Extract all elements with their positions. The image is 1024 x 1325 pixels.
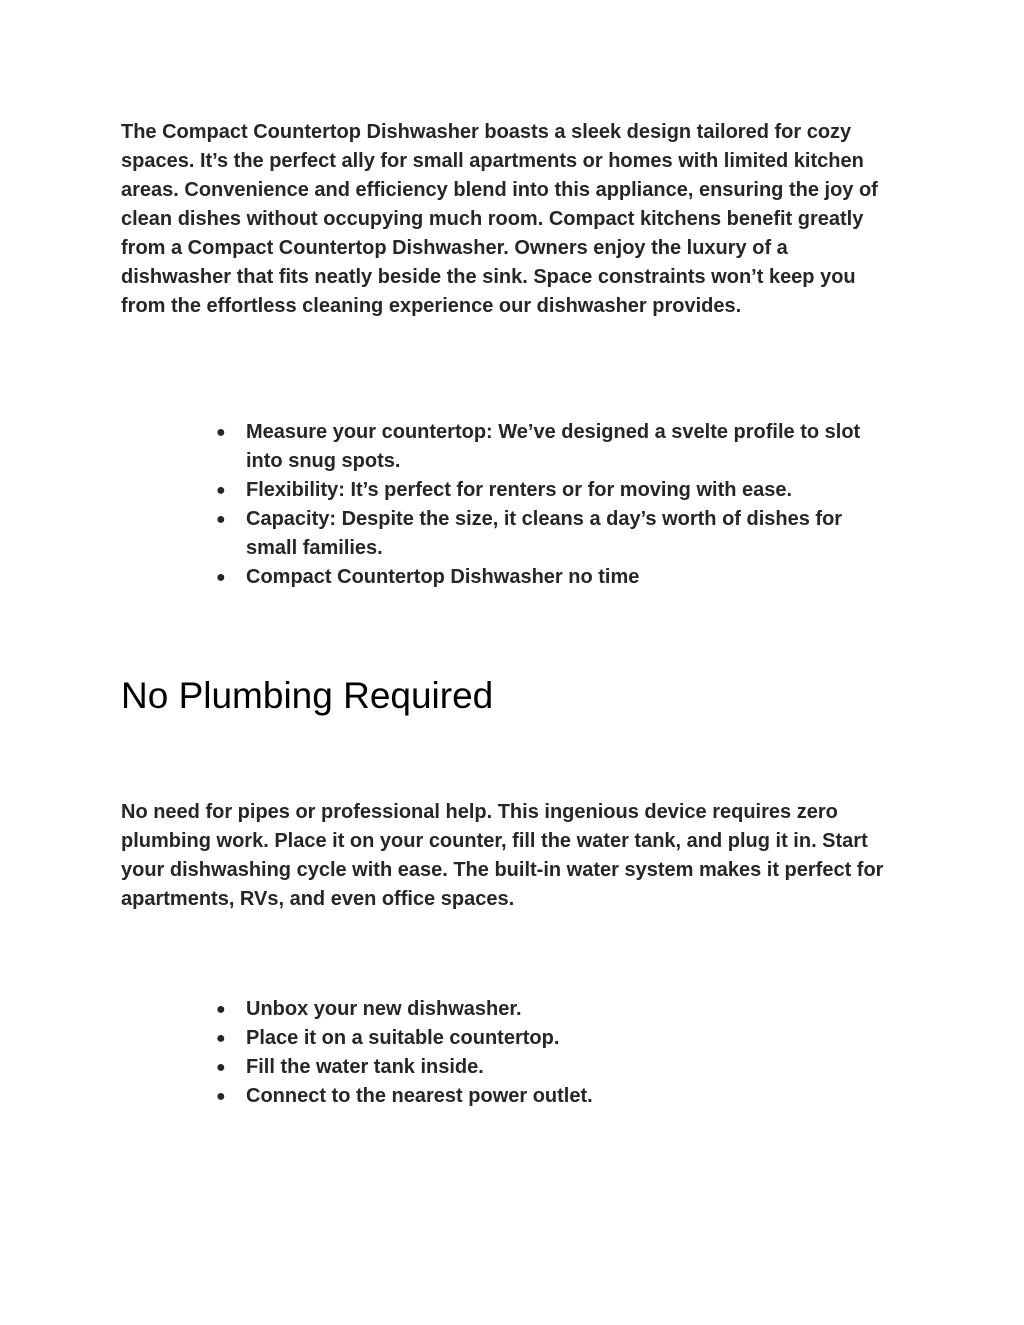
list-item-text: Connect to the nearest power outlet. [246,1085,593,1107]
list-item-text: Capacity: Despite the size, it cleans a day’s worth of dishes for small families. [246,508,843,559]
list-item [216,995,886,1024]
features-bullet-list [216,418,886,592]
bullet-icon: ● [216,1088,226,1105]
bullet-icon: ● [216,511,226,528]
list-item [216,476,886,505]
bullet-icon: ● [216,1001,226,1018]
intro-paragraph: The Compact Countertop Dishwasher boasts a sleek design tailored for cozy spaces. It’s the perfect ally for small apartments or homes with limited kitchen areas. Convenience and efficiency blend into this appliance, ensuring the joy of clean dishes without occupying much room. Compact kitchens benefit greatly from a Compact Countertop Dishwasher. Owners enjoy the luxury of a dishwasher that fits neatly beside the sink. Space constraints won’t keep you from the effortless cleaning experience our dishwasher provides. [121,121,878,317]
list-item [216,1082,886,1111]
list-item [216,563,886,592]
list-item [216,418,886,476]
list-item [216,505,886,563]
bullet-icon: ● [216,482,226,499]
list-item-text: Flexibility: It’s perfect for renters or for moving with ease. [246,479,793,501]
setup-bullet-list [216,995,886,1111]
list-item-text: Measure your countertop: We’ve designed a svelte profile to slot into snug spots. [246,421,861,472]
list-item-text: Place it on a suitable countertop. [246,1027,560,1049]
list-item-text: Unbox your new dishwasher. [246,998,522,1020]
bullet-icon: ● [216,569,226,586]
section-heading: No Plumbing Required [121,675,494,716]
plumbing-paragraph: No need for pipes or professional help. This ingenious device requires zero plumbing work. Place it on your counter, fill the water tank, and plug it in. Start your dishwashing cycle with ease. The built-in water system makes it perfect for apartments, RVs, and even office spaces. [121,801,884,910]
list-item-text: Compact Countertop Dishwasher no time [246,566,640,588]
list-item [216,1024,886,1053]
bullet-icon: ● [216,424,226,441]
list-item-text: Fill the water tank inside. [246,1056,484,1078]
bullet-icon: ● [216,1030,226,1047]
bullet-icon: ● [216,1059,226,1076]
list-item [216,1053,886,1082]
